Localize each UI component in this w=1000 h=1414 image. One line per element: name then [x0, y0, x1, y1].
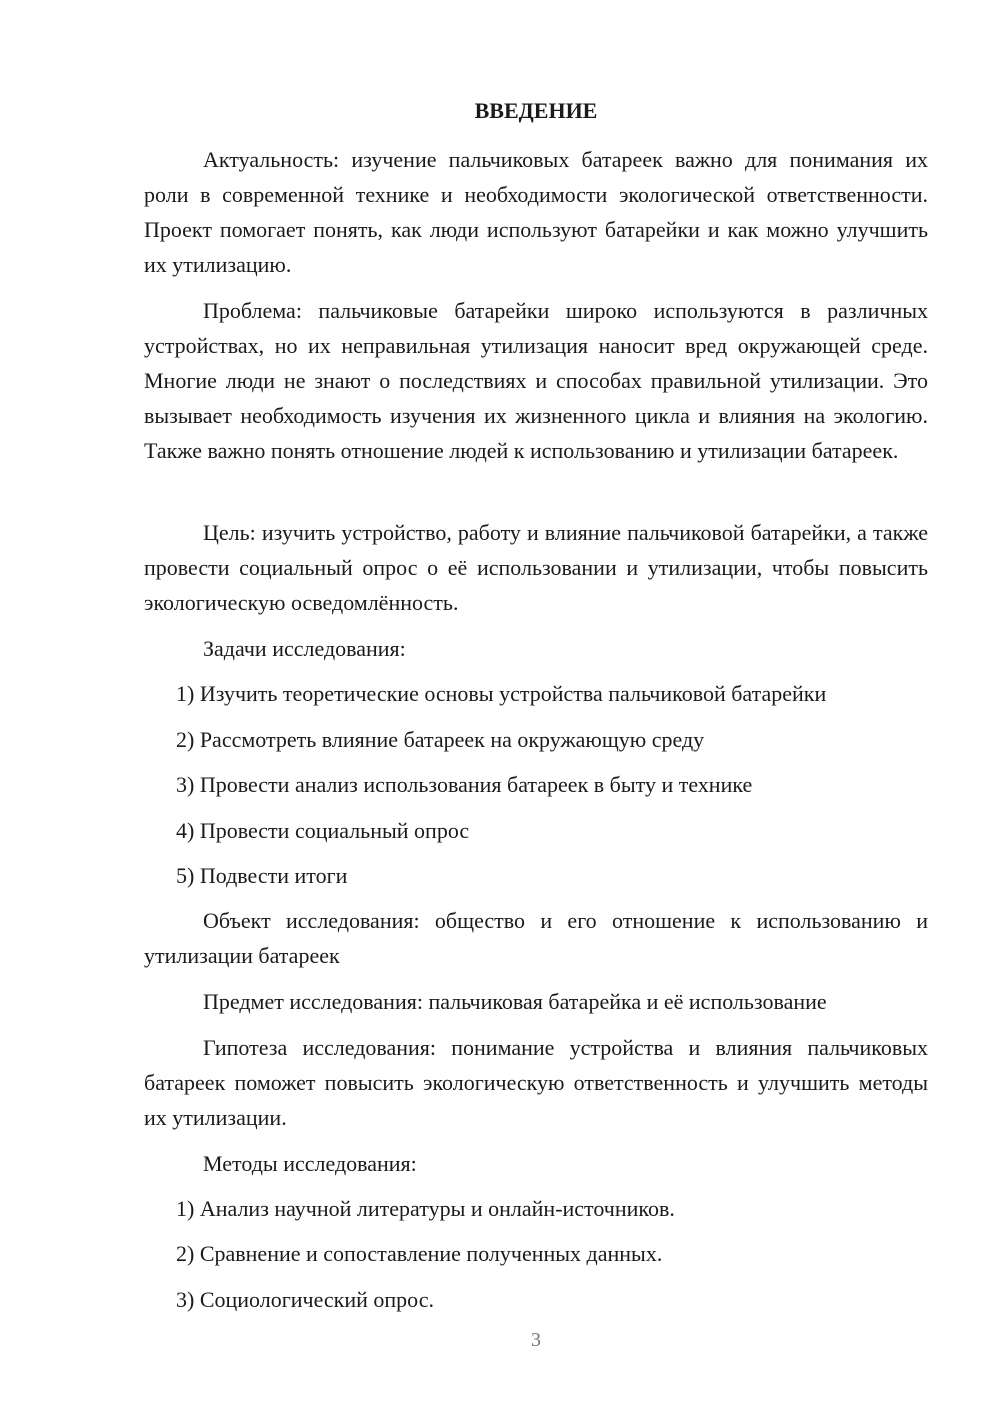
- method-item: 3) Социологический опрос.: [176, 1287, 434, 1312]
- task-item: 2) Рассмотреть влияние батареек на окружающую среду: [176, 727, 705, 752]
- task-item: 3) Провести анализ использования батареек в быту и технике: [176, 772, 753, 797]
- method-item: 2) Сравнение и сопоставление полученных данных.: [176, 1241, 663, 1266]
- method-item: 1) Анализ научной литературы и онлайн-источников.: [176, 1196, 675, 1221]
- page-number: 3: [531, 1329, 541, 1351]
- paragraph-problem: Проблема: пальчиковые батарейки широко используются в различных устройствах, но их неправильная утилизация наносит вред окружающей среде. Многие люди не знают о последствиях и способах правильной утилизации. Это вызывает необходимость изучения их жизненного цикла и влияния на экологию. Также важно понять отношение людей к использованию и утилизации батареек.: [144, 298, 928, 463]
- paragraph-relevance: Актуальность: изучение пальчиковых батареек важно для понимания их роли в современной технике и необходимости экологической ответственности. Проект помогает понять, как люди используют батарейки и как можно улучшить их утилизацию.: [144, 147, 928, 277]
- paragraph-subject: Предмет исследования: пальчиковая батарейка и её использование: [203, 989, 827, 1014]
- page-title: ВВЕДЕНИЕ: [474, 98, 598, 123]
- task-item: 4) Провести социальный опрос: [176, 818, 470, 843]
- paragraph-hypothesis: Гипотеза исследования: понимание устройства и влияния пальчиковых батареек поможет повысить экологическую ответственность и улучшить методы их утилизации.: [144, 1035, 928, 1130]
- task-item: 1) Изучить теоретические основы устройства пальчиковой батарейки: [176, 681, 827, 706]
- paragraph-goal: Цель: изучить устройство, работу и влияние пальчиковой батарейки, а также провести социальный опрос о её использовании и утилизации, чтобы повысить экологическую осведомлённость.: [144, 520, 928, 615]
- paragraph-object: Объект исследования: общество и его отношение к использованию и утилизации батареек: [144, 908, 928, 968]
- methods-heading: Методы исследования:: [203, 1151, 417, 1176]
- task-item: 5) Подвести итоги: [176, 863, 348, 888]
- tasks-heading: Задачи исследования:: [203, 636, 406, 661]
